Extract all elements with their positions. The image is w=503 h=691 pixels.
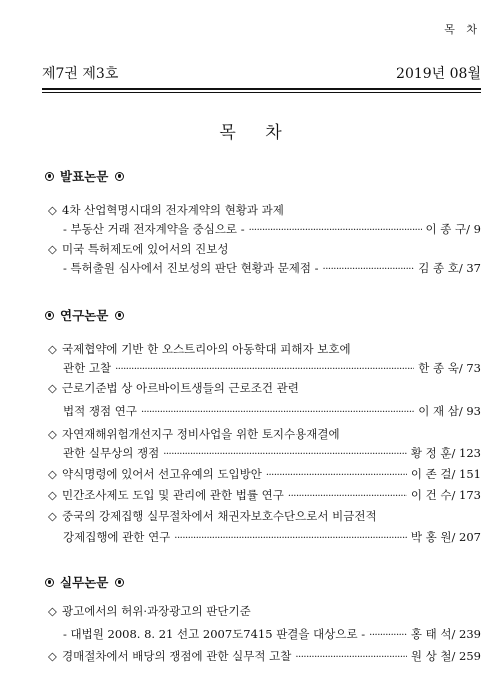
entry-subtitle: 관한 고찰 [63, 361, 112, 375]
toc-entry-title[interactable] [48, 427, 481, 441]
circle-bullet-icon [115, 311, 124, 320]
leader-dots [295, 651, 407, 665]
entry-author: 원 상 철 [410, 649, 452, 663]
diamond-bullet-icon: ◇ [48, 242, 57, 256]
leader-dots [288, 490, 407, 504]
entry-title: 자연재해위험개선지구 정비사업을 위한 토지수용재결에 [62, 427, 340, 441]
header-rule-thin [42, 92, 481, 93]
diamond-bullet-icon: ◇ [48, 488, 57, 502]
toc-entry-title[interactable] [48, 203, 481, 217]
entry-page: 207 [459, 530, 481, 544]
entry-author: 이 건 수 [410, 488, 452, 502]
entry-subtitle: 관한 실무상의 쟁점 [63, 446, 160, 460]
toc-entry-single[interactable]: ◇ 경매절차에서 배당의 쟁점에 관한 실무적 고찰 ····· 원 상 철/ 259 [48, 649, 481, 665]
running-head: 목 차 [444, 23, 481, 36]
entry-author: 홍 태 석 [410, 627, 452, 641]
entry-author: 한 종 욱 [418, 361, 459, 375]
leader-dots [249, 224, 422, 238]
diamond-bullet-icon: ◇ [48, 203, 57, 217]
toc-entry-title[interactable] [48, 242, 481, 256]
toc-entry-title[interactable] [48, 381, 481, 395]
entry-title: 경매절차에서 배당의 쟁점에 관한 실무적 고찰 [62, 649, 292, 663]
entry-title: 중국의 강제집행 실무절차에서 채권자보호수단으로서 비금전적 [62, 509, 377, 523]
toc-entry-detail: 관한 고찰 ····· 한 종 욱/ 73 [63, 361, 481, 377]
leader-dots [141, 406, 414, 420]
section-heading-research [45, 306, 124, 324]
leader-dots [163, 448, 407, 462]
circle-bullet-icon [45, 172, 54, 181]
entry-author: 김 종 호 [418, 261, 459, 275]
diamond-bullet-icon: ◇ [48, 509, 57, 523]
section-label: 발표논문 [60, 169, 109, 184]
entry-author: 박 홍 원 [410, 530, 452, 544]
toc-entry-detail: - 특허출원 심사에서 진보성의 판단 현황과 문제점 - ····· 김 종 호/ 37 [63, 261, 481, 277]
leader-dots [266, 469, 407, 483]
diamond-bullet-icon: ◇ [48, 604, 57, 618]
entry-title: 광고에서의 허위·과장광고의 판단기준 [62, 604, 251, 618]
diamond-bullet-icon: ◇ [48, 342, 57, 356]
header-rule-thick [42, 88, 481, 90]
entry-page: 73 [466, 361, 481, 375]
diamond-bullet-icon: ◇ [48, 427, 57, 441]
entry-title: 약식명령에 있어서 선고유예의 도입방안 [62, 467, 262, 481]
diamond-bullet-icon: ◇ [48, 467, 57, 481]
toc-entry-title[interactable] [48, 604, 481, 618]
entry-page: 123 [459, 446, 481, 460]
entry-title: 미국 특허제도에 있어서의 진보성 [62, 242, 229, 256]
entry-page: 151 [459, 467, 481, 481]
issue-header [42, 66, 481, 82]
circle-bullet-icon [115, 578, 124, 587]
toc-entry-detail: 강제집행에 관한 연구 ····· 박 홍 원/ 207 [63, 530, 481, 546]
toc-entry-title[interactable] [48, 342, 481, 356]
toc-title: 목 차 [219, 123, 294, 143]
entry-page: 9 [473, 222, 481, 236]
entry-subtitle: 강제집행에 관한 연구 [63, 530, 171, 544]
entry-title: 민간조사제도 도입 및 관리에 관한 법률 연구 [62, 488, 284, 502]
leader-dots [369, 629, 407, 643]
issue-date: 2019년 08월 [396, 66, 481, 82]
entry-page: 259 [459, 649, 481, 663]
entry-title: 국제협약에 기반 한 오스트리아의 아동학대 피해자 보호에 [62, 342, 351, 356]
toc-entry-detail: 관한 실무상의 쟁점 ····· 황 정 훈/ 123 [63, 446, 481, 462]
entry-subtitle: - 특허출원 심사에서 진보성의 판단 현황과 문제점 - [63, 261, 319, 275]
entry-author: 황 정 훈 [410, 446, 452, 460]
circle-bullet-icon [115, 172, 124, 181]
toc-entry-detail: 법적 쟁점 연구 ····· 이 재 삼/ 93 [63, 404, 481, 420]
section-heading-presentation [45, 167, 124, 185]
toc-entry-title[interactable] [48, 509, 481, 523]
leader-dots [115, 363, 414, 377]
toc-entry-single[interactable]: ◇ 약식명령에 있어서 선고유예의 도입방안 ····· 이 존 걸/ 151 [48, 467, 481, 483]
entry-page: 37 [466, 261, 481, 275]
entry-page: 173 [459, 488, 481, 502]
section-heading-practice [45, 573, 124, 591]
diamond-bullet-icon: ◇ [48, 649, 57, 663]
section-label: 연구논문 [60, 308, 109, 323]
circle-bullet-icon [45, 311, 54, 320]
entry-page: 93 [466, 404, 481, 418]
toc-entry-single[interactable]: ◇ 민간조사제도 도입 및 관리에 관한 법률 연구 ····· 이 건 수/ 173 [48, 488, 481, 504]
issue-volume: 제7권 제3호 [42, 66, 119, 82]
entry-author: 이 존 걸 [410, 467, 452, 481]
diamond-bullet-icon: ◇ [48, 381, 57, 395]
toc-entry-detail: - 부동산 거래 전자계약을 중심으로 - ····· 이 종 구/ 9 [63, 222, 481, 238]
entry-subtitle: 법적 쟁점 연구 [63, 404, 137, 418]
entry-subtitle: - 대법원 2008. 8. 21 선고 2007도7415 판결을 대상으로 - [63, 627, 366, 641]
entry-page: 239 [459, 627, 481, 641]
circle-bullet-icon [45, 578, 54, 587]
entry-title: 근로기준법 상 아르바이트생들의 근로조건 관련 [62, 381, 299, 395]
leader-dots [323, 263, 415, 277]
entry-subtitle: - 부동산 거래 전자계약을 중심으로 - [63, 222, 245, 236]
entry-title: 4차 산업혁명시대의 전자계약의 현황과 과제 [62, 203, 284, 217]
section-label: 실무논문 [60, 575, 109, 590]
entry-author: 이 종 구 [425, 222, 467, 236]
entry-author: 이 재 삼 [418, 404, 459, 418]
leader-dots [174, 532, 407, 546]
toc-entry-detail: - 대법원 2008. 8. 21 선고 2007도7415 판결을 대상으로 - ····· 홍 태 석/ 239 [63, 627, 481, 643]
